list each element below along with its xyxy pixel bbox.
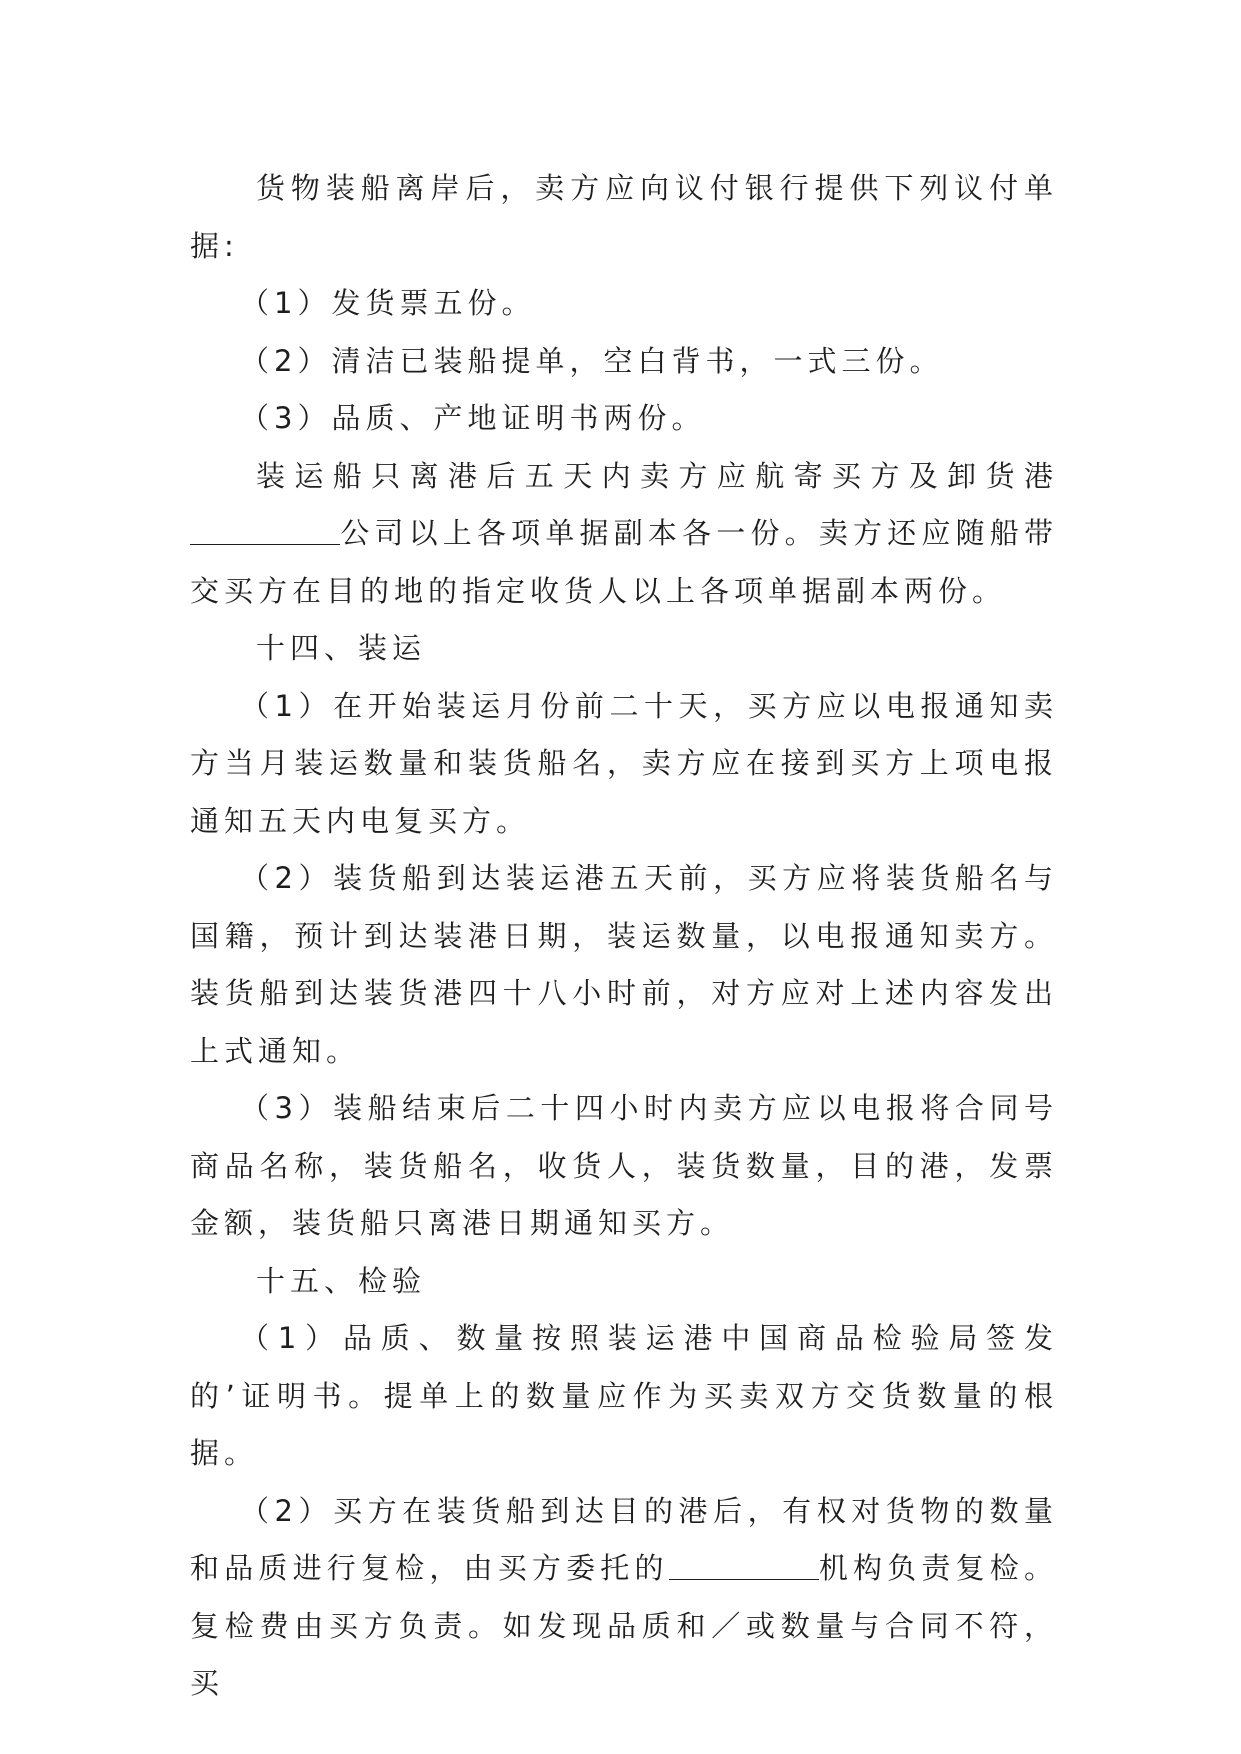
- paragraph-shipment-3: （3）装船结束后二十四小时内卖方应以电报将合同号商品名称，装货船名，收货人，装货数量，目的港，发票金额，装货船只离港日期通知买方。: [190, 1091, 1058, 1240]
- blank-line: [190, 514, 340, 545]
- document-page: [190, 160, 1058, 1713]
- paragraph-copies: [190, 448, 1058, 621]
- paragraph-inspection-2-part-b: 机构负责复检。复检费由买方负责。如发现品质和／或数量与合同不符，买: [190, 1551, 1058, 1700]
- paragraph-inspection-1: （1）品质、数量按照装运港中国商品检验局签发的’证明书。提单上的数量应作为买卖双方交货数量的根据。: [190, 1321, 1058, 1470]
- paragraph-copies-part-b: 公司以上各项单据副本各一份。卖方还应随船带交买方在目的地的指定收货人以上各项单据副本两份。: [190, 516, 1058, 608]
- paragraph-inspection-2-part-a: （2）买方在装货船到达目的港后，有权对货物的数量和品质进行复检，由买方委托的: [190, 1493, 1058, 1585]
- paragraph-shipment-1: （1）在开始装运月份前二十天，买方应以电报通知卖方当月装运数量和装货船名，卖方应在接到买方上项电报通知五天内电复买方。: [190, 688, 1058, 838]
- paragraph-item-2: （2）清洁已装船提单，空白背书，一式三份。: [240, 343, 944, 378]
- paragraph-item-1: （1）发货票五份。: [240, 286, 536, 320]
- section-heading-inspection: 十五、检验: [256, 1263, 427, 1298]
- section-heading-shipment: 十四、装运: [256, 631, 427, 665]
- paragraph-shipment-2: （2）装货船到达装运港五天前，买方应将装货船名与国籍，预计到达装港日期，装运数量，以电报通知卖方。装货船到达装货港四十八小时前，对方应对上述内容发出上式通知。: [190, 861, 1058, 1068]
- paragraph-copies-part-a: 装运船只离港后五天内卖方应航寄买方及卸货港: [256, 458, 1058, 493]
- paragraph-documents-intro: 货物装船离岸后，卖方应向议付银行提供下列议付单据:: [190, 171, 1058, 263]
- paragraph-item-3: （3）品质、产地证明书两份。: [240, 401, 706, 435]
- paragraph-inspection-2: [190, 1483, 1058, 1713]
- blank-line: [669, 1549, 819, 1580]
